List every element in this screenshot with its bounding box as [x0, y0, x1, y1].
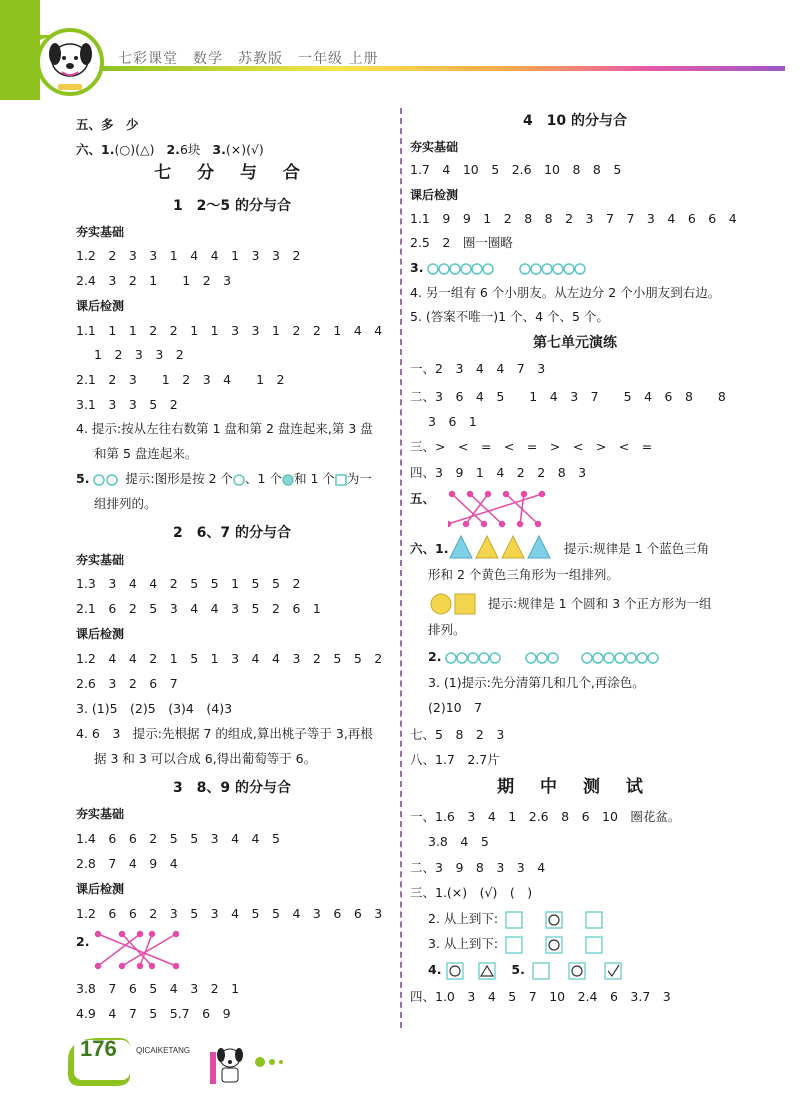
answer-line: 形和 2 个黄色三角形为一组排列。 [428, 567, 619, 582]
answer-text: 为一 [346, 471, 372, 486]
answer-text: 提示:图形是按 2 个 [125, 471, 234, 486]
answer-line: 1.1 9 9 1 2 8 8 2 3 7 7 3 4 6 6 4 [410, 211, 737, 226]
answer-line: 1.2 4 4 2 1 5 1 3 4 4 3 2 5 5 2 [76, 651, 383, 666]
section-title: 2 6、7 的分与合 [172, 525, 292, 541]
answer-line: 2.1 2 3 1 2 3 4 1 2 [76, 372, 285, 387]
column-divider [400, 108, 402, 1028]
subsection-label: 夯实基础 [76, 553, 125, 567]
circle-pair-icon [93, 474, 121, 486]
subsection-label: 课后检测 [410, 188, 459, 202]
answer-line: 组排列的。 [94, 496, 157, 511]
subsection-label: 夯实基础 [410, 140, 459, 154]
answer-line: 1.7 4 10 5 2.6 10 8 8 5 [410, 162, 622, 177]
circle-square-pattern [430, 592, 480, 616]
answer-line: 一、1.6 3 4 1 2.6 8 6 10 圈花盆。 [410, 809, 681, 824]
circle-icon [233, 474, 245, 486]
answer-line: 2.1 6 2 5 3 4 4 3 5 2 6 1 [76, 601, 321, 616]
answer-line [428, 961, 639, 980]
answer-text: 2. 从上到下: [428, 911, 499, 926]
answer-line: 三、1.(×) (√) ( ) [410, 885, 533, 900]
shape-answer-boxes [502, 936, 622, 954]
answer-line: 四、3 9 1 4 2 2 8 3 [410, 465, 587, 480]
answer-text: 、1 个 [245, 471, 282, 486]
answer-text: (○)(△) [114, 142, 155, 157]
filled-circle-icon [282, 474, 294, 486]
item-number: 3. [212, 142, 226, 157]
section-title: 期 中 测 试 [497, 777, 653, 797]
answer-line: 4.9 4 7 5 5.7 6 9 [76, 1006, 231, 1021]
item-number: 5. [511, 962, 525, 977]
matching-lines-diagram [448, 488, 558, 528]
answer-line [76, 470, 372, 488]
answer-line: 4. 提示:按从左往右数第 1 盘和第 2 盘连起来,第 3 盘 [76, 421, 373, 436]
answer-line: 4. 6 3 提示:先根据 7 的组成,算出桃子等于 3,再根 [76, 726, 373, 741]
answer-line: 3.8 4 5 [428, 834, 489, 849]
answer-line: 3.1 3 3 5 2 [76, 397, 178, 412]
answer-line: 2.4 3 2 1 1 2 3 [76, 273, 232, 288]
answer-line: 3 6 1 [428, 414, 477, 429]
answer-line: 七、5 8 2 3 [410, 727, 505, 742]
answer-line [410, 259, 597, 277]
answer-line: 八、1.7 2.7片 [410, 752, 500, 767]
item-number: 2. [428, 649, 442, 664]
subsection-label: 课后检测 [76, 882, 125, 896]
answer-line: 1.2 2 3 3 1 4 4 1 3 3 2 [76, 248, 301, 263]
shape-answer-boxes [445, 962, 507, 980]
triangle-pattern [448, 534, 558, 560]
item-number: 3. [410, 260, 424, 275]
section-title: 3 8、9 的分与合 [172, 780, 292, 796]
subsection-label: 课后检测 [76, 627, 125, 641]
answer-line: 2.8 7 4 9 4 [76, 856, 178, 871]
unit-title: 七 分 与 合 [154, 163, 310, 183]
answer-line: (2)10 7 [428, 700, 483, 715]
mascot-icon [210, 1048, 243, 1084]
header-title: 七彩课堂 数学 苏教版 一年级 上册 [118, 51, 379, 67]
answer-line: 2.5 2 圈一圈略 [410, 235, 513, 250]
answer-line: 排列。 [428, 622, 466, 637]
item-number: 六、1. [410, 541, 449, 556]
answer-line [76, 141, 264, 159]
item-number: 六、1. [76, 142, 115, 157]
answer-line: 提示:规律是 1 个蓝色三角 [564, 541, 710, 556]
square-icon [335, 474, 347, 486]
answer-text: 和 1 个 [293, 471, 335, 486]
answer-line: 3. (1)5 (2)5 (3)4 (4)3 [76, 701, 233, 716]
answer-line: 五、多 少 [76, 117, 139, 132]
answer-line: 和第 5 盘连起来。 [94, 446, 198, 461]
answer-line: 1.3 3 4 4 2 5 5 1 5 5 2 [76, 576, 301, 591]
answer-text: 6块 [179, 142, 201, 157]
answer-line: 一、2 3 4 4 7 3 [410, 361, 546, 376]
answer-line: 提示:规律是 1 个圆和 3 个正方形为一组 [488, 596, 712, 611]
item-number: 2. [166, 142, 180, 157]
item-number: 五、 [410, 491, 436, 506]
answer-line [428, 648, 675, 666]
answer-line: 三、> < = < = > < > < = [410, 439, 653, 454]
answer-line: 2.6 3 2 6 7 [76, 676, 178, 691]
answer-line: 据 3 和 3 可以合成 6,得出葡萄等于 6。 [94, 751, 317, 766]
answer-line: 4. 另一组有 6 个小朋友。从左边分 2 个小朋友到右边。 [410, 285, 721, 300]
answer-text: (×)(√) [225, 142, 264, 157]
brand-text: QICAIKETANG [136, 1046, 191, 1055]
item-number: 5. [76, 471, 90, 486]
subsection-label: 夯实基础 [76, 225, 125, 239]
matching-lines-diagram [92, 928, 212, 972]
page-number: 176 [80, 1036, 117, 1061]
answer-line [428, 935, 622, 954]
answer-line: 1.1 1 1 2 2 1 1 3 3 1 2 2 1 4 4 [76, 323, 383, 338]
section-title: 4 10 的分与合 [522, 113, 628, 129]
item-number: 2. [76, 934, 90, 949]
answer-line: 二、3 6 4 5 1 4 3 7 5 4 6 8 8 [410, 389, 726, 404]
subsection-label: 课后检测 [76, 299, 125, 313]
shape-answer-boxes [529, 962, 639, 980]
answer-line: 1.4 6 6 2 5 5 3 4 4 5 [76, 831, 280, 846]
item-number: 4. [428, 962, 442, 977]
answer-line: 3.8 7 6 5 4 3 2 1 [76, 981, 240, 996]
answer-line: 二、3 9 8 3 3 4 [410, 860, 546, 875]
answer-line: 3. (1)提示:先分清第几和几个,再涂色。 [428, 675, 645, 690]
answer-line [428, 910, 622, 929]
answer-line: 四、1.0 3 4 5 7 10 2.4 6 3.7 3 [410, 989, 671, 1004]
shape-answer-boxes [502, 911, 622, 929]
circle-groups-icon [445, 652, 675, 664]
answer-line: 1.2 6 6 2 3 5 3 4 5 5 4 3 6 6 3 [76, 906, 383, 921]
section-title: 第七单元演练 [533, 335, 617, 351]
section-title: 1 2～5 的分与合 [172, 198, 292, 214]
answer-line: 1 2 3 3 2 [94, 347, 184, 362]
answer-line: 5. (答案不唯一)1 个、4 个、5 个。 [410, 309, 609, 324]
subsection-label: 夯实基础 [76, 807, 125, 821]
circle-groups-icon [427, 263, 597, 275]
answer-text: 3. 从上到下: [428, 936, 499, 951]
